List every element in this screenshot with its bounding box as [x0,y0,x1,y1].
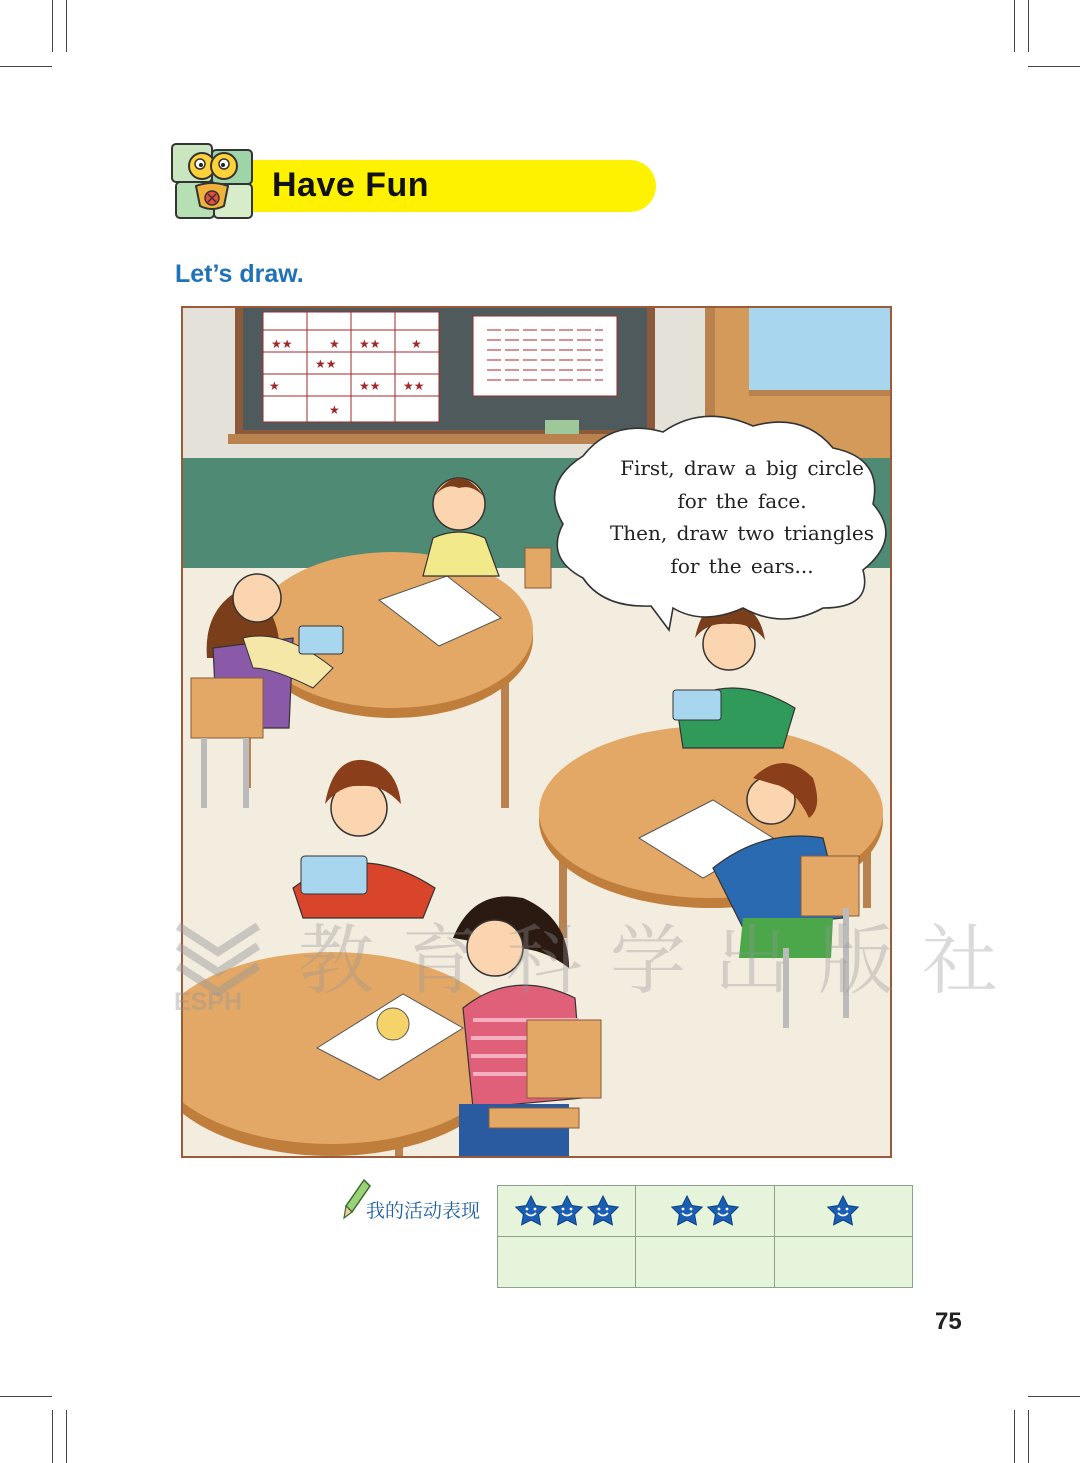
page-number: 75 [935,1308,962,1335]
crop-mark [1028,66,1080,67]
smiley-star-icon [585,1194,621,1228]
svg-text:★★: ★★ [271,337,293,351]
svg-text:★★: ★★ [359,337,381,351]
crop-mark [1028,1396,1080,1397]
page-title: Have Fun [272,166,430,204]
crop-mark [0,66,52,67]
three-star-cell [498,1186,636,1237]
two-star-cell [636,1186,774,1237]
smiley-star-icon [549,1194,585,1228]
puzzle-mascot-icon [166,140,258,222]
svg-text:★★: ★★ [403,379,425,393]
smiley-star-icon [825,1194,861,1228]
crop-mark [66,1410,67,1463]
answer-row [498,1237,913,1288]
publisher-watermark: 教育科学出版社 [298,916,1026,1005]
self-assessment-table [497,1185,913,1288]
crop-mark [52,1410,53,1463]
svg-text:★: ★ [329,403,340,417]
publisher-logo-text: ESPH [174,988,243,1016]
speech-bubble-text [600,452,884,582]
crop-mark [1014,0,1015,52]
smiley-star-icon [513,1194,549,1228]
speech-line: for the face. [677,488,807,513]
smiley-star-icon [705,1194,741,1228]
crop-mark [1028,1410,1029,1463]
classroom-scene-image [183,308,890,1156]
one-star-cell [774,1186,912,1237]
crop-mark [52,0,53,52]
crop-mark [0,1396,52,1397]
svg-text:★★: ★★ [315,357,337,371]
speech-line: Then, draw two triangles [609,521,875,545]
svg-text:★★: ★★ [359,379,381,393]
svg-text:★: ★ [329,337,340,351]
crop-mark [66,0,67,52]
speech-line: for the ears... [670,553,814,578]
smiley-star-icon [669,1194,705,1228]
activity-instruction: Let’s draw. [175,260,304,288]
svg-text:★: ★ [269,379,280,393]
svg-text:★: ★ [411,337,422,351]
crop-mark [1028,0,1029,52]
answer-cell-three-star[interactable] [498,1237,636,1288]
classroom-illustration [181,306,892,1158]
stars-row [498,1186,913,1237]
answer-cell-two-star[interactable] [636,1237,774,1288]
rating-label: 我的活动表现 [366,1200,481,1222]
crop-mark [1014,1410,1015,1463]
speech-line: First, draw a big circle [620,456,864,480]
answer-cell-one-star[interactable] [774,1237,912,1288]
